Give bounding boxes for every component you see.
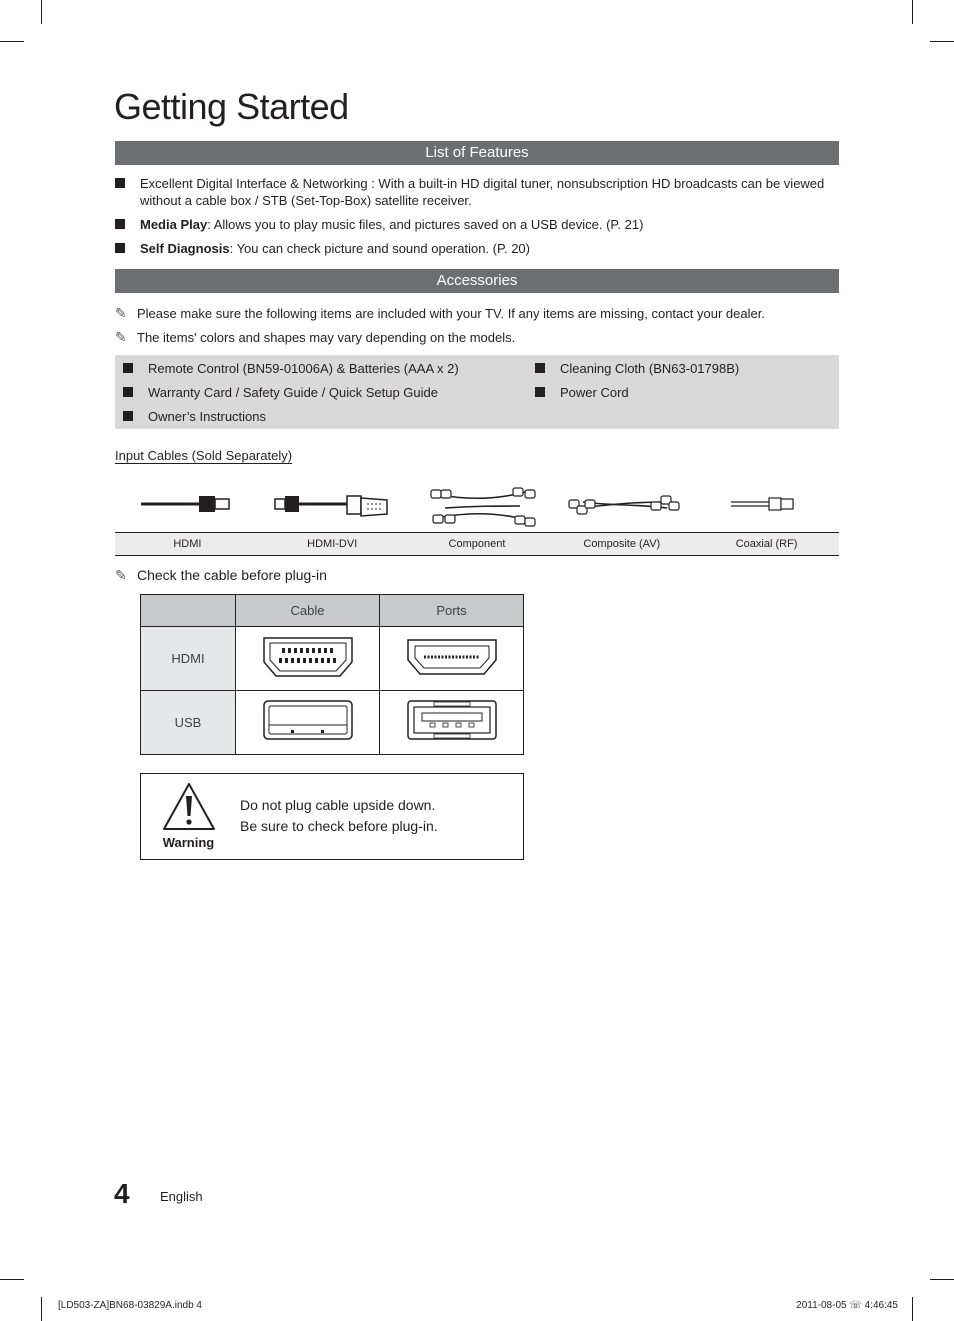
- cable-label: HDMI-DVI: [307, 538, 358, 550]
- square-bullet-icon: [115, 243, 125, 253]
- row-label: HDMI: [141, 627, 236, 691]
- warning-triangle-icon: [161, 781, 217, 833]
- features-heading: List of Features: [115, 141, 839, 165]
- accessory-item: Power Cord: [535, 384, 739, 401]
- table-header-cell: Ports: [380, 595, 524, 627]
- table-header-row: [141, 595, 524, 627]
- date-slug: 2011-08-05 ☏ 4:46:45: [796, 1300, 898, 1311]
- accessories-left-list: [123, 360, 459, 432]
- usb-cable-plug-cell: [236, 691, 380, 755]
- square-bullet-icon: [115, 178, 125, 188]
- feature-item: Self Diagnosis: You can check picture and sound operation. (P. 20): [115, 240, 835, 257]
- warning-label: Warning: [162, 835, 215, 850]
- pencil-note-icon: ✎: [115, 329, 127, 345]
- cable-illustrations: [115, 478, 839, 532]
- hdmi-dvi-cable-icon: [275, 496, 387, 516]
- crop-mark: [930, 1279, 954, 1280]
- square-bullet-icon: [115, 219, 125, 229]
- feature-item: Excellent Digital Interface & Networking : With a built-in HD digital tuner, nonsubscription HD broadcasts can be viewed without a cable box / STB (Set-Top-Box) satellite receiver.: [115, 175, 835, 209]
- usb-port-icon: [406, 697, 498, 743]
- warning-box: [140, 773, 524, 860]
- square-bullet-icon: [535, 363, 545, 373]
- pencil-note-icon: ✎: [115, 567, 127, 583]
- page-title: Getting Started: [114, 86, 349, 127]
- component-cable-icon: [431, 488, 535, 526]
- hdmi-port-icon: [406, 632, 498, 680]
- coaxial-cable-icon: [731, 498, 793, 510]
- row-label: USB: [141, 691, 236, 755]
- accessory-item: Remote Control (BN59-01006A) & Batteries (AAA x 2): [123, 360, 459, 377]
- crop-mark: [41, 0, 42, 24]
- warning-text: Do not plug cable upside down. Be sure to check before plug-in.: [240, 797, 438, 834]
- cable-label: Composite (AV): [583, 538, 661, 550]
- table-header-cell: Cable: [236, 595, 380, 627]
- square-bullet-icon: [123, 387, 133, 397]
- table-header-cell: [141, 595, 236, 627]
- pencil-note-icon: ✎: [115, 305, 127, 321]
- accessories-box: [115, 355, 839, 429]
- crop-mark: [41, 1297, 42, 1321]
- cable-label: HDMI: [173, 538, 202, 550]
- page-language: English: [160, 1189, 203, 1204]
- square-bullet-icon: [123, 411, 133, 421]
- crop-mark: [912, 1297, 913, 1321]
- square-bullet-icon: [535, 387, 545, 397]
- cable-labels-row: [115, 532, 839, 556]
- port-table: [140, 594, 524, 755]
- file-slug: [LD503-ZA]BN68-03829A.indb 4: [58, 1300, 202, 1311]
- page-number: 4: [114, 1178, 130, 1209]
- accessories-note: ✎ Please make sure the following items are included with your TV. If any items are missing, contact your dealer.: [115, 305, 765, 321]
- features-list: [115, 175, 835, 264]
- table-row: [141, 627, 524, 691]
- check-cable-note: ✎ Check the cable before plug-in: [115, 567, 327, 583]
- usb-port-cell: [380, 691, 524, 755]
- accessory-item: Warranty Card / Safety Guide / Quick Setup Guide: [123, 384, 459, 401]
- hdmi-cable-plug-cell: [236, 627, 380, 691]
- accessory-item: Owner’s Instructions: [123, 408, 459, 425]
- feature-item: Media Play: Allows you to play music files, and pictures saved on a USB device. (P. 21): [115, 216, 835, 233]
- hdmi-port-cell: [380, 627, 524, 691]
- cable-label: Coaxial (RF): [735, 538, 798, 550]
- accessories-right-list: [535, 360, 739, 408]
- usb-plug-icon: [262, 697, 354, 743]
- crop-mark: [930, 41, 954, 42]
- accessory-item: Cleaning Cloth (BN63-01798B): [535, 360, 739, 377]
- table-row: [141, 691, 524, 755]
- accessories-note: ✎ The items' colors and shapes may vary depending on the models.: [115, 329, 516, 345]
- composite-cable-icon: [569, 496, 679, 514]
- accessories-heading: Accessories: [115, 269, 839, 293]
- crop-mark: [0, 41, 24, 42]
- square-bullet-icon: [123, 363, 133, 373]
- input-cables-heading: Input Cables (Sold Separately): [115, 448, 293, 463]
- hdmi-cable-icon: [141, 496, 229, 512]
- hdmi-plug-icon: [262, 632, 354, 680]
- crop-mark: [0, 1279, 24, 1280]
- cable-strip: [115, 478, 839, 555]
- cable-label: Component: [448, 538, 506, 550]
- crop-mark: [912, 0, 913, 24]
